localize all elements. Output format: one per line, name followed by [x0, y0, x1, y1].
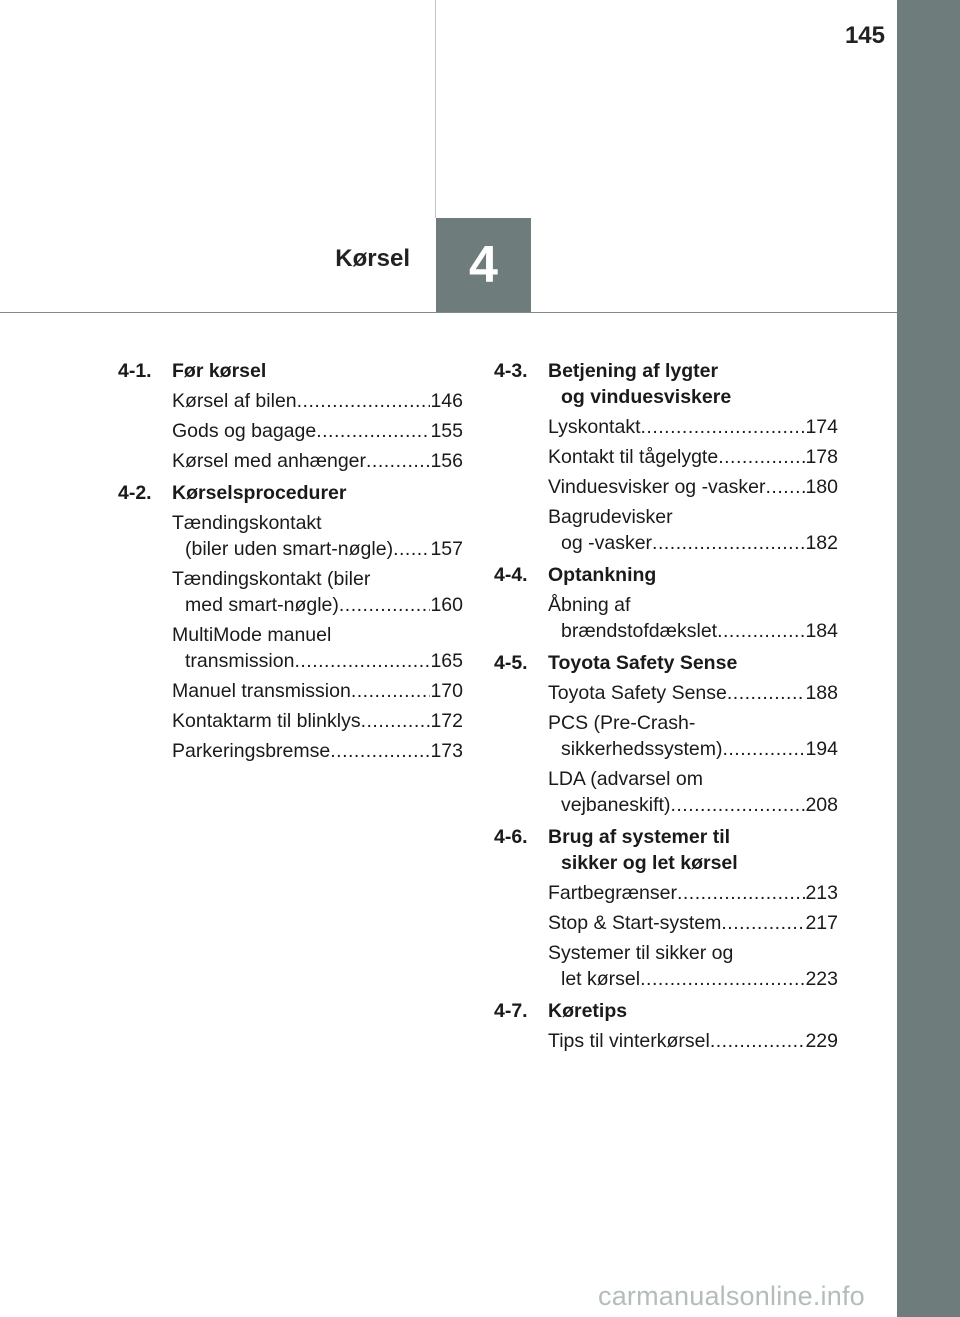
dot-leader: [330, 738, 430, 764]
section-title: [548, 650, 838, 676]
section-title-line: Køretips: [548, 1000, 628, 1022]
chapter-side-tab: [897, 0, 960, 1317]
entry-text-line: Tændingskontakt: [172, 512, 322, 534]
dot-leader: [677, 880, 805, 906]
toc-section: [494, 824, 838, 992]
dot-leader: [361, 708, 431, 734]
toc-entry[interactable]: [172, 448, 463, 474]
dot-leader: [297, 388, 431, 414]
section-number: 4-5.: [494, 652, 528, 674]
entry-page-number: 178: [805, 446, 838, 468]
toc-section: [494, 998, 838, 1054]
dot-leader: [718, 444, 805, 470]
entry-page-number: 229: [805, 1030, 838, 1052]
toc-section-heading[interactable]: [494, 650, 838, 676]
toc-section-heading[interactable]: [494, 824, 838, 876]
entry-text-line: Stop & Start-system: [548, 912, 722, 934]
toc-entry[interactable]: [548, 474, 838, 500]
toc-entry[interactable]: [548, 504, 838, 556]
section-title-line: og vinduesviskere: [561, 386, 732, 408]
dot-leader: [366, 448, 430, 474]
entry-text-line: PCS (Pre-Crash-: [548, 712, 696, 734]
entry-text-line: transmission: [185, 650, 295, 672]
entry-page-number: 208: [805, 794, 838, 816]
toc-section-heading[interactable]: [118, 480, 463, 506]
page-number: 145: [844, 22, 885, 49]
entry-page-number: 213: [805, 882, 838, 904]
toc-section: [494, 562, 838, 644]
entry-text-line: Åbning af: [548, 594, 631, 616]
header-horizontal-rule: [0, 312, 897, 313]
entry-page-number: 146: [430, 390, 463, 412]
toc-entry[interactable]: [548, 910, 838, 936]
toc-section-heading[interactable]: [494, 562, 838, 588]
entry-text-line: LDA (advarsel om: [548, 768, 703, 790]
entry-text-line: (biler uden smart-nøgle): [185, 538, 394, 560]
section-title-line: Brug af systemer til: [548, 826, 731, 848]
section-number: 4-3.: [494, 360, 528, 382]
section-title: [548, 998, 838, 1024]
section-title: [548, 562, 838, 588]
toc-section: [494, 650, 838, 818]
toc-entry[interactable]: [548, 880, 838, 906]
section-title-line: Toyota Safety Sense: [548, 652, 738, 674]
entry-page-number: 160: [430, 594, 463, 616]
entry-page-number: 173: [430, 740, 463, 762]
entry-page-number: 194: [805, 738, 838, 760]
entry-text-line: Gods og bagage: [172, 420, 317, 442]
toc-entry[interactable]: [548, 940, 838, 992]
dot-leader: [766, 474, 806, 500]
entry-page-number: 165: [430, 650, 463, 672]
toc-section: [118, 358, 463, 474]
entry-page-number: 174: [805, 416, 838, 438]
section-title: [172, 480, 463, 506]
section-title-line: Før kørsel: [172, 360, 267, 382]
section-number: 4-6.: [494, 826, 528, 848]
entry-text-line: vejbaneskift): [561, 794, 671, 816]
toc-entry[interactable]: [172, 678, 463, 704]
dot-leader: [727, 680, 806, 706]
chapter-title: Kørsel: [335, 245, 410, 272]
entry-text-line: Manuel transmission: [172, 680, 351, 702]
entry-text-line: Tændingskontakt (biler: [172, 568, 371, 590]
entry-text-line: med smart-nøgle): [185, 594, 339, 616]
section-title-line: Kørselsprocedurer: [172, 482, 347, 504]
section-number: 4-7.: [494, 1000, 528, 1022]
entry-text-line: Parkeringsbremse: [172, 740, 331, 762]
dot-leader: [640, 966, 805, 992]
entry-text-line: Kørsel af bilen: [172, 390, 297, 412]
section-title: [548, 358, 838, 410]
chapter-number-box: [436, 218, 531, 312]
dot-leader: [316, 418, 430, 444]
entry-text-line: og -vasker: [561, 532, 653, 554]
section-title-line: Optankning: [548, 564, 657, 586]
section-number: 4-2.: [118, 482, 152, 504]
toc-right-column: [494, 356, 838, 1056]
section-title: [548, 824, 838, 876]
dot-leader: [652, 530, 805, 556]
toc-entry[interactable]: [172, 738, 463, 764]
toc-section: [118, 480, 463, 764]
entry-text-line: Fartbegrænser: [548, 882, 677, 904]
entry-text-line: MultiMode manuel: [172, 624, 332, 646]
toc-section: [494, 358, 838, 556]
toc-entry[interactable]: [548, 1028, 838, 1054]
toc-entry[interactable]: [172, 418, 463, 444]
entry-page-number: 157: [430, 538, 463, 560]
dot-leader: [339, 592, 431, 618]
chapter-number: 4: [469, 236, 498, 294]
toc-entry[interactable]: [172, 510, 463, 562]
entry-text-line: Kontakt til tågelygte: [548, 446, 719, 468]
entry-text-line: Kontaktarm til blinklys: [172, 710, 361, 732]
entry-page-number: 184: [805, 620, 838, 642]
toc-entry[interactable]: [548, 710, 838, 762]
toc-entry[interactable]: [548, 444, 838, 470]
entry-page-number: 170: [430, 680, 463, 702]
entry-text-line: Tips til vinterkørsel: [548, 1030, 710, 1052]
toc-entry[interactable]: [172, 622, 463, 674]
toc-entry[interactable]: [172, 708, 463, 734]
toc-entry[interactable]: [548, 414, 838, 440]
entry-text-line: Vinduesvisker og -vasker: [548, 476, 766, 498]
watermark: carmanualsonline.info: [598, 1281, 865, 1311]
dot-leader: [717, 618, 805, 644]
entry-page-number: 156: [430, 450, 463, 472]
entry-text-line: brændstofdækslet: [561, 620, 718, 642]
toc-section-heading[interactable]: [494, 358, 838, 410]
dot-leader: [722, 736, 805, 762]
toc-section-heading[interactable]: [494, 998, 838, 1024]
entry-text-line: Lyskontakt: [548, 416, 641, 438]
header-vertical-rule: [435, 0, 436, 218]
entry-text-line: Toyota Safety Sense: [548, 682, 727, 704]
section-number: 4-4.: [494, 564, 528, 586]
dot-leader: [721, 910, 805, 936]
dot-leader: [294, 648, 430, 674]
dot-leader: [351, 678, 431, 704]
dot-leader: [710, 1028, 806, 1054]
dot-leader: [393, 536, 430, 562]
toc-entry[interactable]: [172, 566, 463, 618]
toc-left-column: [118, 356, 463, 766]
entry-page-number: 172: [430, 710, 463, 732]
entry-text-line: Bagrudevisker: [548, 506, 673, 528]
section-number: 4-1.: [118, 360, 152, 382]
dot-leader: [641, 414, 806, 440]
section-title-line: Betjening af lygter: [548, 360, 719, 382]
entry-page-number: 180: [805, 476, 838, 498]
entry-page-number: 188: [805, 682, 838, 704]
section-title-line: sikker og let kørsel: [561, 852, 738, 874]
entry-page-number: 217: [805, 912, 838, 934]
toc-section-heading[interactable]: [118, 358, 463, 384]
entry-page-number: 182: [805, 532, 838, 554]
section-title: [172, 358, 463, 384]
entry-text-line: sikkerhedssystem): [561, 738, 723, 760]
entry-page-number: 155: [430, 420, 463, 442]
entry-text-line: let kørsel: [561, 968, 641, 990]
entry-text-line: Kørsel med anhænger: [172, 450, 367, 472]
entry-page-number: 223: [805, 968, 838, 990]
toc-entry[interactable]: [548, 680, 838, 706]
toc-entry[interactable]: [172, 388, 463, 414]
toc-entry[interactable]: [548, 766, 838, 818]
entry-text-line: Systemer til sikker og: [548, 942, 734, 964]
dot-leader: [670, 792, 805, 818]
toc-entry[interactable]: [548, 592, 838, 644]
